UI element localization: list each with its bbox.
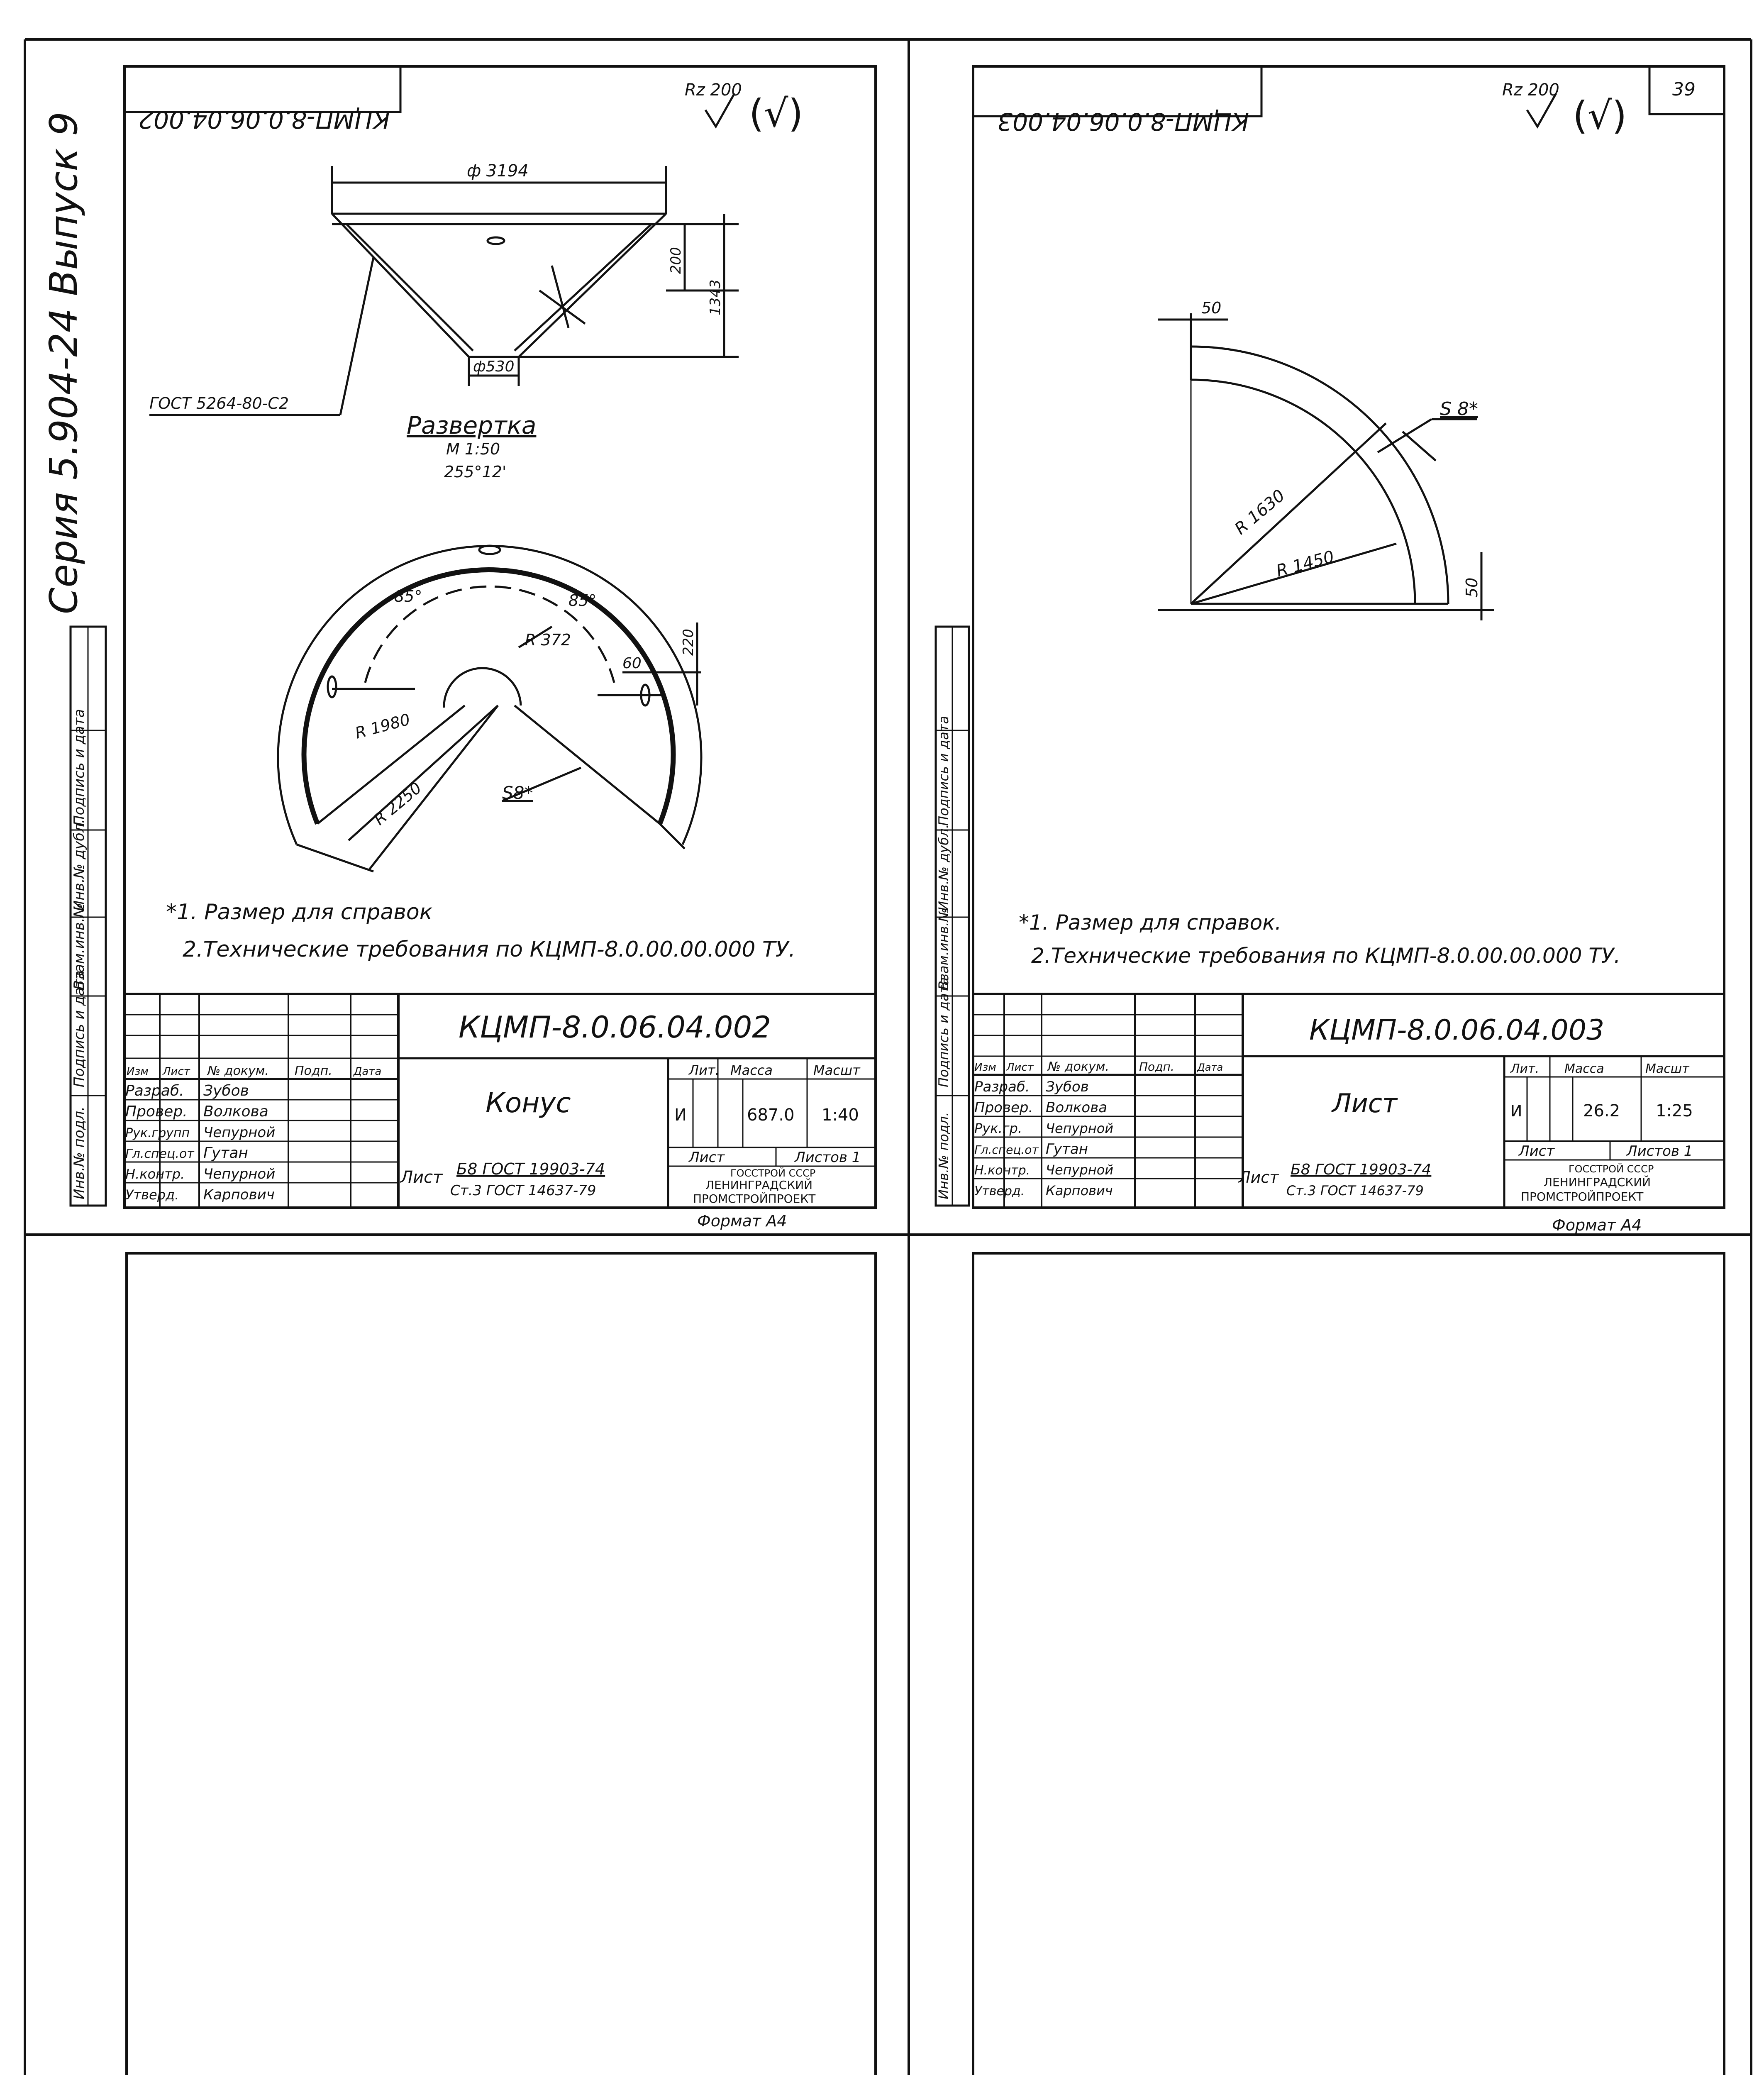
signer-name: Волкова [203, 1103, 268, 1120]
signer-list-1 [125, 1082, 275, 1203]
stamp-label-vzam: Взам.инв.№ [71, 903, 88, 990]
hdr-scale-2: Масшт [1645, 1062, 1689, 1076]
material-label-2: Лист [1239, 1168, 1279, 1186]
signer-name: Зубов [1046, 1079, 1089, 1095]
org-2-2: ЛЕНИНГРАДСКИЙ [1544, 1175, 1651, 1189]
hdr-ndok: № докум. [207, 1064, 269, 1078]
signer-name: Чепурной [1046, 1162, 1114, 1178]
stage-2: И [1510, 1102, 1522, 1120]
margin-stamp-left [71, 627, 106, 1206]
sheet-no-2: Лист [1519, 1143, 1555, 1160]
signer-role: Н.контр. [125, 1166, 185, 1182]
signer-role: Разраб. [974, 1079, 1030, 1095]
hdr-lit-2: Лит. [1510, 1062, 1540, 1076]
hdr-ndok-2: № докум. [1048, 1059, 1109, 1074]
note-1-2: *1. Размер для справок. [1019, 911, 1282, 935]
signer-role: Рук.групп [125, 1126, 190, 1140]
sector-plate [1158, 313, 1494, 620]
mass-2: 26.2 [1583, 1101, 1620, 1120]
signer-list-2 [974, 1079, 1113, 1199]
empty-frame-left [127, 1253, 876, 2075]
signer-name: Волкова [1046, 1099, 1108, 1116]
stamp-label-sign1-r: Подпись и дата [936, 977, 952, 1087]
dim-angle-1: 85° [394, 587, 422, 605]
org-2: ЛЕНИНГРАДСКИЙ [705, 1178, 813, 1192]
dim-dia-top: ф 3194 [467, 161, 529, 181]
signer-name: Чепурной [203, 1124, 276, 1141]
dim-h-total: 1343 [707, 279, 724, 315]
note-2-2: 2.Технические требования по КЦМП-8.0.00.00.000 ТУ. [1031, 944, 1621, 968]
hdr-mass: Масса [730, 1062, 773, 1078]
hdr-list-2: Лист [1006, 1061, 1034, 1074]
scale: 1:40 [822, 1106, 859, 1125]
dim-50-side: 50 [1463, 577, 1481, 598]
stage: И [674, 1106, 687, 1125]
signer-name: Чепурной [1046, 1120, 1114, 1136]
stamp-label-vzam-r: Взам.инв.№ [936, 908, 952, 990]
format-label: Формат А4 [697, 1212, 787, 1230]
empty-frame-right [973, 1253, 1724, 2075]
mass: 687.0 [747, 1106, 795, 1125]
signer-name: Гутан [1046, 1141, 1088, 1157]
sheets-count-2: Листов 1 [1627, 1143, 1693, 1160]
dim-thickness: S8* [502, 783, 533, 803]
roughness-label: Rz 200 [1502, 81, 1559, 100]
signer-name: Карпович [203, 1186, 275, 1203]
stamp-label-dubl-r: Инв.№ дубл. [936, 824, 952, 911]
stamp-label-sign2-r: Подпись и дата [936, 715, 952, 826]
signer-role: Гл.спец.от [974, 1143, 1039, 1157]
dim-h-small: 200 [668, 247, 684, 274]
signer-role: Провер. [125, 1103, 188, 1120]
develop-title: Развертка [407, 411, 537, 439]
hdr-data-2: Дата [1197, 1062, 1223, 1073]
material-label: Лист [400, 1168, 443, 1187]
margin-stamp-right [936, 627, 969, 1206]
signer-role: Н.контр. [974, 1163, 1030, 1178]
signer-role: Рук.гр. [974, 1120, 1022, 1136]
dim-r1450: R 1450 [1274, 547, 1337, 581]
material-bottom: Ст.3 ГОСТ 14637-79 [450, 1182, 596, 1199]
develop-angle: 255°12' [444, 463, 507, 481]
roughness-mark [685, 81, 803, 136]
hdr-list: Лист [163, 1065, 190, 1078]
dim-60: 60 [622, 655, 642, 672]
series-label: Серия 5.904-24 Выпуск 9 [41, 112, 86, 614]
dim-220: 220 [680, 629, 697, 656]
dim-angle-2: 85° [568, 591, 597, 610]
part-title: Конус [486, 1087, 571, 1119]
dim-r-inner: R 372 [525, 631, 571, 649]
part-title-2: Лист [1332, 1088, 1398, 1118]
signer-name: Зубов [203, 1082, 249, 1099]
sheet-1 [124, 66, 876, 1230]
material-bottom-2: Ст.3 ГОСТ 14637-79 [1286, 1183, 1424, 1199]
hdr-izm-2: Изм [974, 1061, 996, 1074]
mirrored-doc-code-2: КЦМП-8.0.06.04.003 [997, 107, 1249, 136]
roughness-label: Rz 200 [685, 81, 742, 100]
roughness-symbol: (√) [1573, 93, 1627, 138]
dim-50-top: 50 [1201, 299, 1222, 317]
material-top-2: Б8 ГОСТ 19903-74 [1291, 1161, 1432, 1178]
signer-name: Карпович [1046, 1183, 1113, 1199]
signer-role: Разраб. [125, 1082, 184, 1099]
cone-development [278, 546, 701, 872]
doc-code: КЦМП-8.0.06.04.002 [459, 1010, 771, 1045]
hdr-podp-2: Подп. [1139, 1060, 1174, 1074]
hdr-data: Дата [354, 1065, 382, 1078]
stamp-label-inv: Инв.№ подл. [71, 1106, 88, 1199]
org-3-2: ПРОМСТРОЙПРОЕКТ [1521, 1190, 1644, 1204]
org-1-2: ГОССТРОЙ СССР [1569, 1163, 1654, 1175]
hdr-scale: Масшт [813, 1062, 860, 1078]
roughness-symbol: (√) [749, 91, 803, 136]
note-2: 2.Технические требования по КЦМП-8.0.00.00.000 ТУ. [183, 937, 795, 962]
material-top: Б8 ГОСТ 19903-74 [456, 1160, 605, 1178]
gost-leader: ГОСТ 5264-80-С2 [149, 394, 289, 413]
signer-role: Гл.спец.от [125, 1147, 194, 1161]
note-1: *1. Размер для справок [166, 900, 433, 925]
sheet-2 [973, 66, 1724, 1234]
signer-name: Чепурной [203, 1166, 276, 1182]
develop-scale: М 1:50 [446, 440, 500, 458]
signer-name: Гутан [203, 1145, 248, 1162]
hdr-podp: Подп. [295, 1064, 332, 1078]
dim-r1630: R 1630 [1231, 486, 1289, 539]
hdr-lit: Лит. [689, 1062, 720, 1078]
signer-role: Утверд. [125, 1187, 179, 1203]
sheets-count: Листов 1 [795, 1149, 861, 1166]
stamp-label-sign2: Подпись и дата [71, 709, 88, 826]
sheet-page-no: 39 [1672, 79, 1696, 100]
hdr-izm: Изм [127, 1065, 149, 1078]
stamp-label-sign1: Подпись и дата [71, 970, 88, 1087]
dim-dia-bottom: ф530 [473, 358, 515, 375]
org-1: ГОССТРОЙ СССР [730, 1167, 816, 1179]
stamp-label-inv-r: Инв.№ подл. [936, 1112, 952, 1199]
sheet-no: Лист [689, 1149, 725, 1166]
mirrored-doc-code: КЦМП-8.0.06.04.002 [138, 105, 390, 134]
signer-role: Утверд. [974, 1184, 1025, 1199]
org-3: ПРОМСТРОЙПРОЕКТ [693, 1192, 816, 1206]
dim-thickness-2: S 8* [1440, 398, 1478, 420]
doc-code-2: КЦМП-8.0.06.04.003 [1309, 1014, 1605, 1047]
hdr-mass-2: Масса [1564, 1062, 1604, 1076]
scale-2: 1:25 [1656, 1101, 1693, 1120]
stamp-label-dubl: Инв.№ дубл. [71, 819, 88, 911]
format-label-2: Формат А4 [1552, 1216, 1642, 1234]
signer-role: Провер. [974, 1099, 1033, 1116]
dim-r1980: R 1980 [353, 710, 412, 742]
cone-elevation [149, 166, 739, 415]
roughness-mark-2 [1502, 81, 1627, 138]
dim-r2250: R 2250 [370, 779, 425, 829]
